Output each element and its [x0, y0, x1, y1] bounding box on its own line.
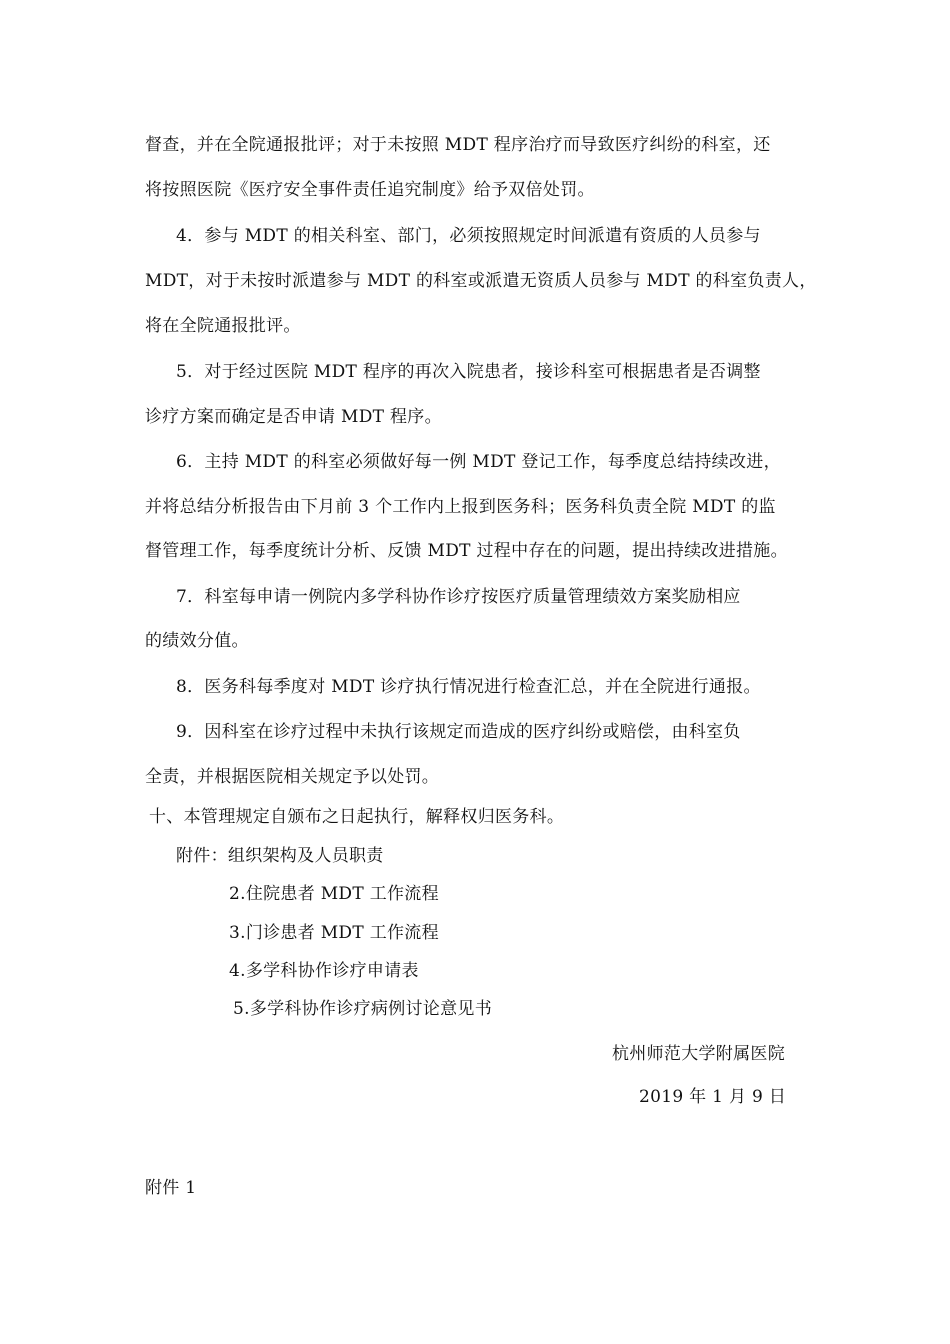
- attachments-heading: 附件：组织架构及人员职责: [176, 846, 384, 866]
- clause-9-line: 全责，并根据医院相关规定予以处罚。: [145, 767, 440, 787]
- clause-4-line: MDT，对于未按时派遣参与 MDT 的科室或派遣无资质人员参与 MDT 的科室负责人，: [145, 271, 817, 291]
- next-attachment-heading: 附件 1: [145, 1178, 197, 1198]
- attachment-item: 5.多学科协作诊疗病例讨论意见书: [233, 999, 493, 1019]
- clause-8-line: 8．医务科每季度对 MDT 诊疗执行情况进行检查汇总，并在全院进行通报。: [176, 677, 761, 697]
- attachment-item: 2.住院患者 MDT 工作流程: [229, 884, 439, 904]
- signature-org: 杭州师范大学附属医院: [612, 1044, 785, 1064]
- clause-6-line: 并将总结分析报告由下月前 3 个工作内上报到医务科；医务科负责全院 MDT 的监: [145, 497, 776, 517]
- clause-6-line: 督管理工作，每季度统计分析、反馈 MDT 过程中存在的问题，提出持续改进措施。: [145, 541, 788, 561]
- attachment-item: 3.门诊患者 MDT 工作流程: [229, 923, 439, 943]
- paragraph-line: 将按照医院《医疗安全事件责任追究制度》给予双倍处罚。: [145, 180, 595, 200]
- clause-5-line: 诊疗方案而确定是否申请 MDT 程序。: [145, 407, 442, 427]
- attachment-item: 4.多学科协作诊疗申请表: [229, 961, 419, 981]
- clause-5-line: 5．对于经过医院 MDT 程序的再次入院患者，接诊科室可根据患者是否调整: [176, 362, 761, 382]
- clause-9-line: 9．因科室在诊疗过程中未执行该规定而造成的医疗纠纷或赔偿，由科室负: [176, 722, 741, 742]
- clause-7-line: 7．科室每申请一例院内多学科协作诊疗按医疗质量管理绩效方案奖励相应: [176, 587, 741, 607]
- section-10-line: 十、本管理规定自颁布之日起执行，解释权归医务科。: [149, 807, 565, 827]
- clause-7-line: 的绩效分值。: [145, 631, 249, 651]
- clause-4-line: 4．参与 MDT 的相关科室、部门，必须按照规定时间派遣有资质的人员参与: [176, 226, 761, 246]
- signature-date: 2019 年 1 月 9 日: [639, 1087, 787, 1107]
- paragraph-line: 督查，并在全院通报批评；对于未按照 MDT 程序治疗而导致医疗纠纷的科室，还: [145, 135, 771, 155]
- clause-6-line: 6．主持 MDT 的科室必须做好每一例 MDT 登记工作，每季度总结持续改进，: [176, 452, 781, 472]
- clause-4-line: 将在全院通报批评。: [145, 316, 301, 336]
